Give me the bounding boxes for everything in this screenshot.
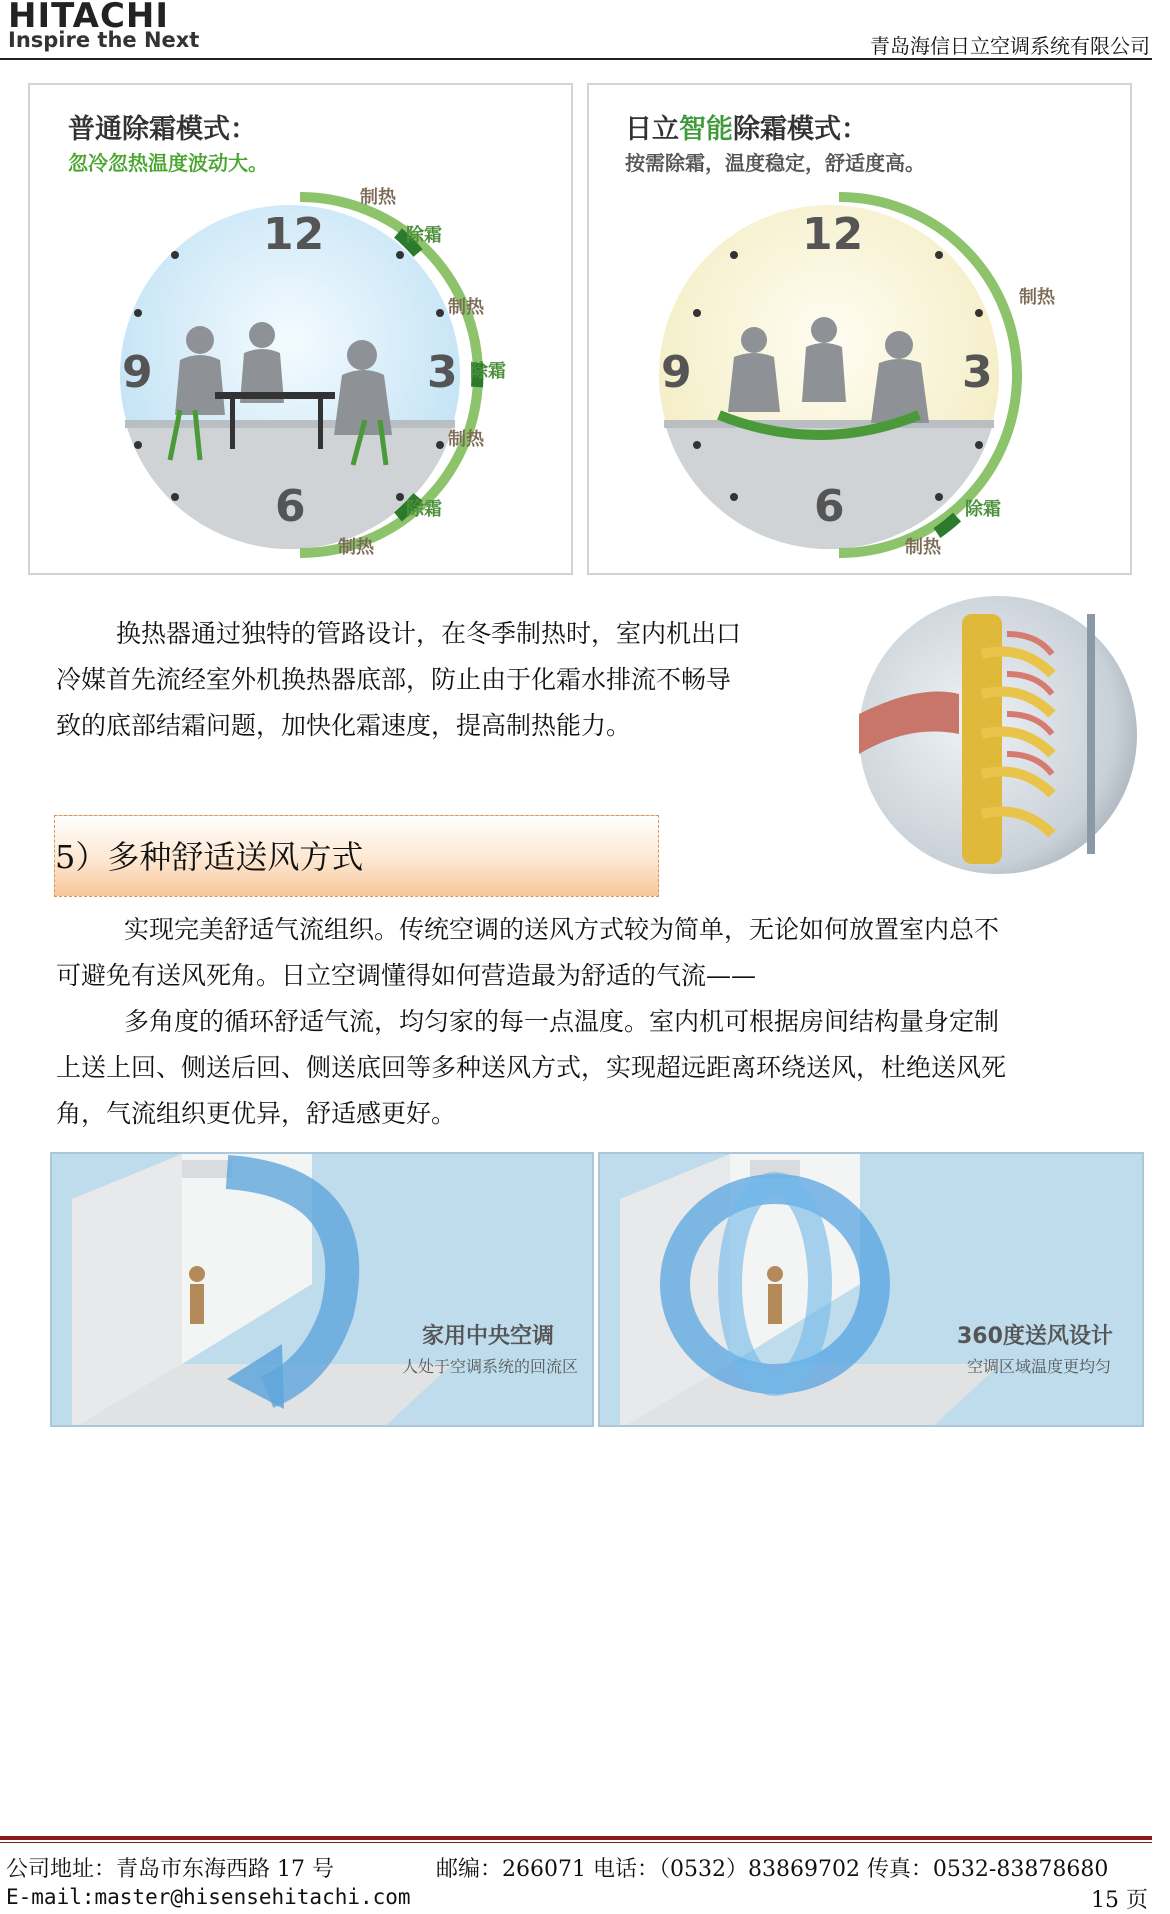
label-defrost: 除霜	[406, 225, 442, 246]
paragraph-line: 角，气流组织更优异，舒适感更好。	[56, 1099, 457, 1128]
clock-3: 3	[427, 347, 458, 398]
360-airflow-subtitle: 空调区域温度更均匀	[967, 1357, 1112, 1376]
heat-exchanger-pipe-image	[857, 594, 1139, 876]
smart-defrost-title-rest: 除霜模式：	[733, 114, 868, 145]
paragraph-line: 致的底部结霜问题，加快化霜速度，提高制热能力。	[56, 711, 632, 740]
360-airflow-design-image	[598, 1152, 1144, 1427]
label-heat: 制热	[1019, 287, 1055, 308]
footer-divider-thin	[0, 1842, 1152, 1843]
page-number: 15 页	[1091, 1888, 1148, 1913]
clock-12: 12	[802, 209, 864, 260]
label-defrost: 除霜	[965, 499, 1001, 520]
label-heat: 制热	[905, 537, 941, 558]
label-heat: 制热	[338, 537, 374, 558]
label-defrost: 除霜	[470, 361, 506, 382]
clock-12: 12	[263, 209, 325, 260]
home-central-ac-subtitle: 人处于空调系统的回流区	[402, 1357, 579, 1376]
paragraph-line: 冷媒首先流经室外机换热器底部，防止由于化霜水排流不畅导	[56, 665, 732, 694]
clock-6: 6	[275, 481, 306, 532]
360-airflow-title: 360度送风设计	[957, 1324, 1113, 1349]
header-divider	[0, 58, 1152, 60]
section-heading-title: 5）多种舒适送风方式	[55, 838, 364, 876]
paragraph-line: 上送上回、侧送后回、侧送底回等多种送风方式，实现超远距离环绕送风，杜绝送风死	[56, 1053, 1007, 1082]
smart-defrost-clock-illustration	[589, 85, 1134, 577]
label-heat: 制热	[360, 187, 396, 208]
room-360-airflow-illustration	[600, 1154, 1144, 1427]
label-heat: 制热	[448, 429, 484, 450]
heat-exchanger-paragraph	[56, 611, 846, 749]
clock-6: 6	[814, 481, 845, 532]
paragraph-line: 可避免有送风死角。日立空调懂得如何营造最为舒适的气流——	[56, 961, 757, 990]
brand-tagline: Inspire the Next	[8, 28, 200, 52]
company-name: 青岛海信日立空调系统有限公司	[870, 34, 1150, 58]
clock-9: 9	[661, 347, 692, 398]
paragraph-line: 多角度的循环舒适气流，均匀家的每一点温度。室内机可根据房间结构量身定制	[124, 1007, 1000, 1036]
paragraph-line: 实现完美舒适气流组织。传统空调的送风方式较为简单，无论如何放置室内总不	[124, 915, 1000, 944]
footer-email: E-mail:master@hisensehitachi.com	[6, 1885, 411, 1909]
home-central-ac-airflow-image	[50, 1152, 594, 1427]
paragraph-line: 换热器通过独特的管路设计，在冬季制热时，室内机出口	[116, 619, 742, 648]
section-heading-5	[54, 815, 659, 897]
smart-defrost-title-brand: 日立	[625, 114, 679, 145]
footer-divider-thick	[0, 1836, 1152, 1840]
footer-contact: 邮编：266071 电话：（0532）83869702 传真：0532-83878680	[436, 1857, 1109, 1882]
brand-logo: HITACHI	[8, 0, 170, 36]
label-defrost: 除霜	[406, 499, 442, 520]
clock-3: 3	[962, 347, 993, 398]
normal-defrost-subtitle: 忽冷忽热温度波动大。	[68, 151, 268, 175]
smart-defrost-panel	[587, 83, 1132, 575]
normal-defrost-title: 普通除霜模式：	[68, 114, 257, 145]
home-central-ac-title: 家用中央空调	[422, 1324, 555, 1349]
clock-9: 9	[122, 347, 153, 398]
label-heat: 制热	[448, 297, 484, 318]
smart-defrost-title-highlight: 智能	[679, 114, 733, 145]
page-header	[0, 0, 1170, 62]
airflow-paragraph	[56, 907, 1146, 1137]
smart-defrost-subtitle: 按需除霜，温度稳定，舒适度高。	[625, 151, 925, 175]
footer-address: 公司地址：青岛市东海西路 17 号	[6, 1857, 334, 1882]
room-airflow-illustration	[52, 1154, 594, 1427]
normal-defrost-panel	[28, 83, 573, 575]
